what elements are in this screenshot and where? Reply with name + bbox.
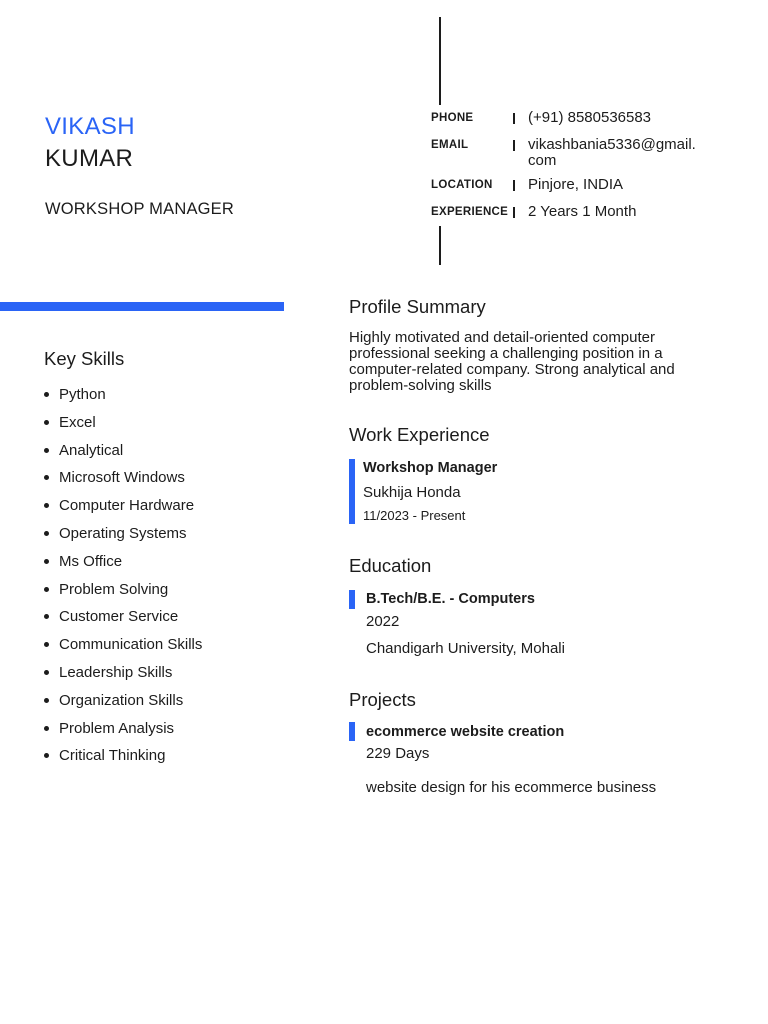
skill-item: Microsoft Windows xyxy=(44,468,202,496)
education-heading: Education xyxy=(349,555,432,576)
header-divider-bottom xyxy=(439,226,441,265)
bullet-icon xyxy=(44,559,49,564)
skill-item: Operating Systems xyxy=(44,524,202,552)
projects-heading: Projects xyxy=(349,689,416,710)
profile-summary-text: Highly motivated and detail-oriented computer professional seeking a challenging position in a computer-related company. Strong analytical and problem-solving skills xyxy=(349,329,675,394)
work-accent-bar xyxy=(349,459,355,524)
education-institution: Chandigarh University, Mohali xyxy=(366,640,565,657)
bullet-icon xyxy=(44,614,49,619)
bullet-icon xyxy=(44,698,49,703)
project-accent-bar xyxy=(349,722,355,741)
contact-separator xyxy=(513,140,515,151)
skill-item: Python xyxy=(44,385,202,413)
key-skills-heading: Key Skills xyxy=(44,348,125,369)
skill-item: Problem Solving xyxy=(44,580,202,608)
work-role: Workshop Manager xyxy=(363,460,498,476)
bullet-icon xyxy=(44,753,49,758)
contact-separator xyxy=(513,113,515,124)
contact-separator xyxy=(513,180,515,191)
education-year: 2022 xyxy=(366,613,400,630)
work-period: 11/2023 - Present xyxy=(363,508,466,523)
accent-bar xyxy=(0,302,284,311)
project-description: website design for his ecommerce business xyxy=(366,779,657,796)
contact-label-location: LOCATION xyxy=(431,179,493,191)
contact-value-experience: 2 Years 1 Month xyxy=(528,203,637,220)
first-name: VIKASH xyxy=(45,113,135,140)
skill-item: Computer Hardware xyxy=(44,496,202,524)
work-experience-heading: Work Experience xyxy=(349,424,490,445)
work-company: Sukhija Honda xyxy=(363,484,461,501)
skill-item: Analytical xyxy=(44,441,202,469)
bullet-icon xyxy=(44,475,49,480)
project-duration: 229 Days xyxy=(366,745,430,762)
bullet-icon xyxy=(44,392,49,397)
header-divider-top xyxy=(439,17,441,105)
contact-label-experience: EXPERIENCE xyxy=(431,206,509,218)
skill-item: Organization Skills xyxy=(44,691,202,719)
contact-label-email: EMAIL xyxy=(431,139,469,151)
bullet-icon xyxy=(44,503,49,508)
bullet-icon xyxy=(44,531,49,536)
profile-summary-heading: Profile Summary xyxy=(349,296,486,317)
last-name: KUMAR xyxy=(45,145,134,172)
contact-value-location: Pinjore, INDIA xyxy=(528,176,624,193)
education-accent-bar xyxy=(349,590,355,609)
education-degree: B.Tech/B.E. - Computers xyxy=(366,591,535,607)
bullet-icon xyxy=(44,642,49,647)
skill-item: Problem Analysis xyxy=(44,719,202,747)
project-name: ecommerce website creation xyxy=(366,724,565,740)
skill-item: Ms Office xyxy=(44,552,202,580)
skill-item: Excel xyxy=(44,413,202,441)
job-title: WORKSHOP MANAGER xyxy=(45,200,235,218)
skill-item: Communication Skills xyxy=(44,635,202,663)
bullet-icon xyxy=(44,448,49,453)
skill-item: Customer Service xyxy=(44,607,202,635)
contact-label-phone: PHONE xyxy=(431,112,474,124)
bullet-icon xyxy=(44,670,49,675)
bullet-icon xyxy=(44,726,49,731)
bullet-icon xyxy=(44,587,49,592)
skill-item: Leadership Skills xyxy=(44,663,202,691)
skills-list xyxy=(44,385,202,774)
contact-value-email: vikashbania5336@gmail. com xyxy=(528,136,696,169)
skill-item: Critical Thinking xyxy=(44,746,202,774)
bullet-icon xyxy=(44,420,49,425)
contact-value-phone: (+91) 8580536583 xyxy=(528,109,652,126)
contact-separator xyxy=(513,207,515,218)
